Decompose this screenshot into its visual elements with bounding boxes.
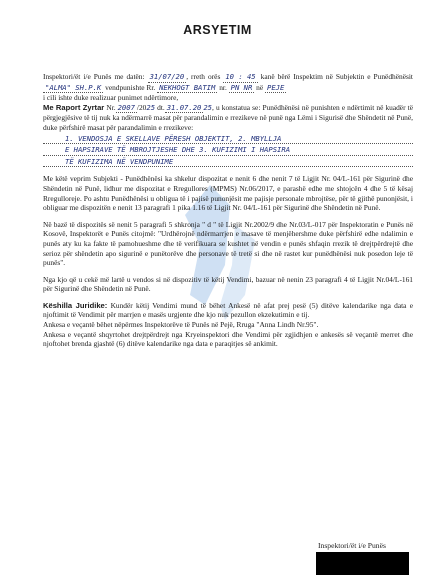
report-number: 2007 — [117, 102, 135, 112]
report-paragraph: Me Raport Zyrtar Nr. 2007 /2025 dt. 31.07.20 25, u konstatua se: Punëdhënësi në punishten e ndërtimit në kuadër të përgjegjësive të tij nuk ka ndërmarrë masat për parandalimin e rrezikeve në punë nga Lëmi i Sigurisë dhe Shëndetit në Punë, duke përfshirë masat për parandalimin e rrezikeve: — [43, 102, 413, 132]
legal-basis-paragraph: Në bazë të dispozitës së nenit 5 paragrafi 5 shkronja " d " të Ligjit Nr.2002/9 dhe Nr.03/L-017 për Inspektoratin e Punës në Kosovë, Inspektorët e Punës citojmë: "Urdhërojnë ndërmarrjen e masave të menjëhershme duke përfshirë edhe ndalimin e punës aty ku ka fakte të pamohueshme dhe të verifikuara se kushtet në vendin e punës shfaqin rrezik të drejtpërdrejtë dhe serioz për shëndetin apo sigurinë e punëtorëve dhe personave të tretë si dhe në rastet kur punëdhënësi nuk posedon leje të punës". — [43, 219, 413, 268]
decision-paragraph: Nga kjo që u cekë më lartë u vendos si në dispozitiv të këtij Vendimi, bazuar në nenin 23 paragrafi 4 të Ligjit Nr.04/L-161 për Sigurinë dhe Shëndetin në Punë. — [43, 274, 413, 294]
report-year-2: 25 — [203, 102, 213, 112]
street-number: PN NR — [230, 82, 253, 92]
subject-name: "ALMA" SH.P.K — [45, 82, 102, 92]
city-name: PEJE — [267, 82, 285, 92]
measure-line: TË KUFIZIMA NË VENDPUNIME — [43, 157, 413, 168]
appeal-review-paragraph: Ankesa e veçantë shqyrtohet drejtpërdrejt nga Kryeinspektori dhe Vendimi për zgjidhjen e ankesës së veçantë merret dhe njoftohet brenda gjashtë (6) ditëve kalendarike nga data e paraqitjes së ankimit. — [43, 329, 413, 349]
measure-line: 1. VENDOSJA E SKELLAVE PËRESH OBJEKTIT, 2. MBYLLJA — [43, 134, 413, 145]
inspection-time: 10 : 45 — [225, 72, 256, 81]
signature-label: Inspektori/ët i/e Punës — [318, 541, 386, 550]
redacted-signature — [316, 552, 409, 575]
violation-paragraph: Me këtë veprim Subjekti - Punëdhënësi ka shkelur dispozitat e nenit 6 dhe nenit 7 të Ligjit Nr. 04/L-161 për Sigurinë dhe Shëndetin në Punë, lidhur me dispozitat e Rregullores (MPMS) Nr.06/2017, e parashë edhe me shtojcën 4 dhe 5 të kësaj Rregulloreje. Po ashtu Punëdhënësi u obligua të i pajisë punonjësit me pajisje personale mbrojtëse, për të gjithë punonjësit, i obliguar me dispozitën e nenit 13 paragrafi 1 pika 1.16 të Ligjit Nr. 04/L-161 për Sigurinë dhe Shëndetin në Punë. — [43, 174, 413, 213]
document-body — [43, 72, 413, 349]
measures-list — [43, 134, 413, 168]
report-year: 25 — [146, 102, 156, 112]
document-title: ARSYETIM — [183, 23, 252, 37]
inspection-date: 31/07/20 — [149, 72, 185, 81]
appeal-paragraph: Ankesa e veçantë bëhet nëpërmes Inspektorëve të Punës në Pejë, Rruga "Anna Lindh Nr.95". — [43, 320, 319, 330]
legal-advice-label: Këshilla Juridike: — [43, 300, 108, 310]
inspection-paragraph: Inspektori/ët i/e Punës me datën: 31/07/20 , rreth orës 10 : 45 kanë bërë Inspektim në Subjektin e Punëdhënësit "ALMA" SH.P.K vendpunishte Rr. NEKHOGT BATIM nr. PN NR në PEJE i cili ishte duke realizuar punimet ndërtimore, — [43, 72, 413, 103]
legal-advice-paragraph: Këshilla Juridike: Kundër këtij Vendimi mund të bëhet Ankesë në afat prej pesë (5) ditëve kalendarike nga data e njoftimit të Vendimit për marrjen e masës urgjente dhe kjo nuk pezullon ekzekutimin e tij. — [43, 300, 413, 320]
report-label: Me Raport Zyrtar — [43, 102, 105, 112]
measure-line: E HAPSIRAVE TË MBROJTJESHE DHE 3. KUFIZIMI I HAPSIRA — [43, 145, 413, 156]
report-date: 31.07.20 — [166, 102, 202, 112]
street-name: NEKHOGT BATIM — [159, 82, 216, 92]
